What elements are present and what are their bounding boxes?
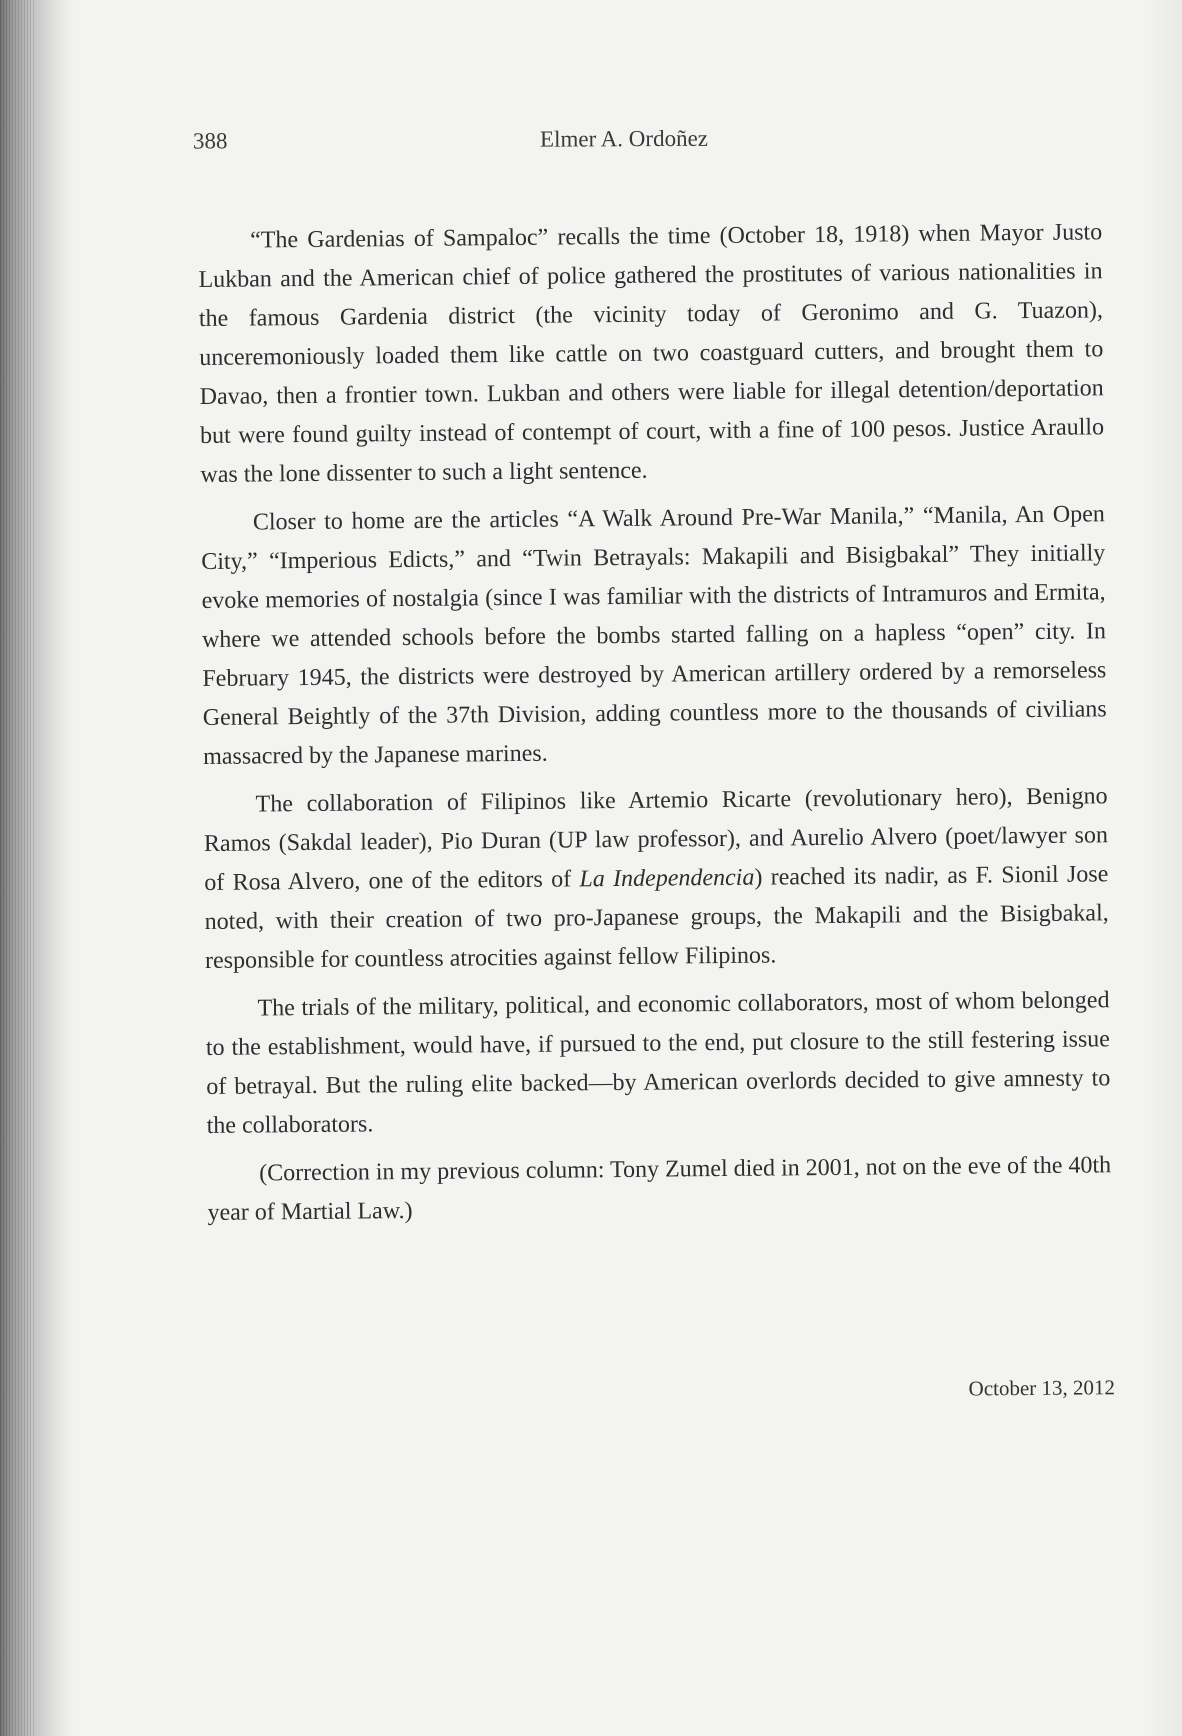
collaboration-text-end: ) reached its nadir, as F. Sionil Jose noted, with their creation of two pro-Japanese groups, the Makapili and the Bisigbakal, responsible for countless atrocities against fellow Filipinos. — [204, 861, 1109, 974]
paragraph-trials: The trials of the military, political, and economic collaborators, most of whom belonged to the establishment, would have, if pursued to the end, put closure to the still festering issue of betrayal. But the ruling elite backed—by American overlords decided to give amnesty to the collaborators. — [205, 987, 1111, 1139]
paragraph-gardenias: “The Gardenias of Sampaloc” recalls the time (October 18, 1918) when Mayor Justo Lukban and the American chief of police gathered the prostitutes of various nationalities in the famous Gardenia district (the vicinity today of Geronimo and G. Tuazon), unceremoniously loaded them like cattle on two coastguard cutters, and brought them to Davao, then a frontier town. Lukban and others were liable for illegal detention/deportation but were found guilty instead of contempt of court, with a fine of 100 pesos. Justice Araullo was the lone dissenter to such a light sentence. — [198, 219, 1105, 488]
newspaper-title-italic: La Independencia — [579, 864, 755, 893]
author-running-head: Elmer A. Ordoñez — [539, 125, 709, 152]
paragraph-closer-to-home: Closer to home are the articles “A Walk Around Pre-War Manila,” “Manila, An Open City,” “Imperious Edicts,” and “Twin Betrayals: Makapili and Bisigbakal” They initially evoke memories of nostalgia (since I was familiar with the districts of Intramuros and Ermita, where we attended schools before the bombs started falling on a hapless “open” city. In February 1945, the districts were destroyed by American artillery ordered by a remorseless General Beightly of the 37th Division, adding countless more to the thousands of civilians massacred by the Japanese marines. — [201, 501, 1107, 770]
column-date: October 13, 2012 — [968, 1375, 1116, 1401]
paragraph-correction: (Correction in my previous column: Tony Zumel died in 2001, not on the eve of the 40th year of Martial Law.) — [207, 1152, 1112, 1226]
page-edge-lines — [0, 0, 34, 1736]
right-edge-shade — [1142, 0, 1182, 1736]
collaboration-text-start: The collaboration of Filipinos like Artemio Ricarte (revolutionary hero), Benigno Ramos (Sakdal leader), Pio Duran (UP law professor), and Aurelio Alvero (poet/lawyer son of Rosa Alvero, one of the editors of — [203, 783, 1109, 896]
paragraph-collaboration — [203, 777, 1109, 981]
page-number: 388 — [192, 128, 228, 154]
article-body — [198, 213, 1112, 1242]
running-header — [193, 126, 753, 159]
